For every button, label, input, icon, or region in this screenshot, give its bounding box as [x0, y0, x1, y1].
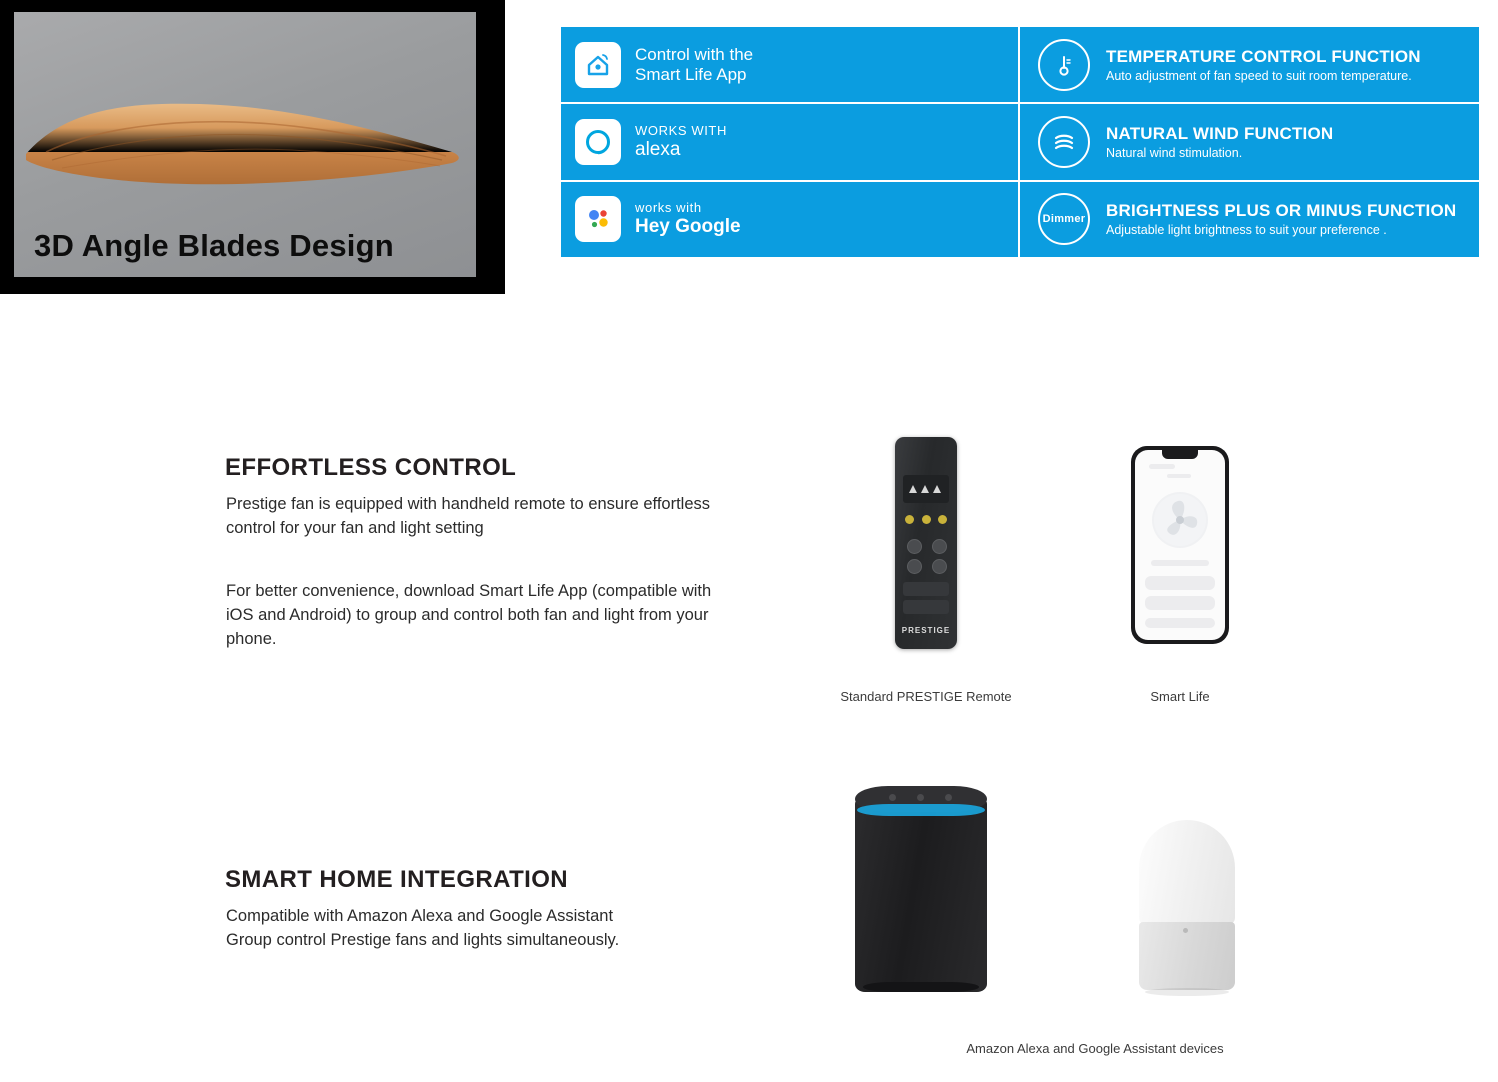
dimmer-icon: Dimmer — [1038, 193, 1090, 245]
banner-right-natural-wind — [1020, 104, 1479, 179]
alexa-line1: WORKS WITH — [635, 122, 727, 138]
remote-brand-label: PRESTIGE — [901, 626, 951, 635]
temperature-function-title: TEMPERATURE CONTROL FUNCTION — [1106, 46, 1421, 66]
google-home-top — [1139, 820, 1235, 924]
google-home-shadow — [1145, 988, 1229, 996]
hero-caption: 3D Angle Blades Design — [34, 228, 394, 263]
remote-button[interactable] — [907, 559, 922, 574]
google-home-indicator — [1183, 928, 1188, 933]
temperature-function-text — [1106, 47, 1421, 83]
smart-life-app-icon — [575, 42, 621, 88]
banner-left-smart-life — [561, 27, 1020, 102]
brightness-function-title: BRIGHTNESS PLUS OR MINUS FUNCTION — [1106, 201, 1457, 221]
smart-life-label — [635, 45, 753, 84]
echo-body — [855, 796, 987, 992]
phone-header-pill — [1149, 464, 1175, 469]
effortless-control-paragraph-2: For better convenience, download Smart Life App (compatible with iOS and Android) to group and control both fan and light from your phone. — [226, 582, 712, 648]
remote-caption: Standard PRESTIGE Remote — [840, 689, 1012, 704]
banner-left-alexa — [561, 104, 1020, 179]
banner-right-brightness — [1020, 182, 1479, 257]
phone-label-pill — [1151, 560, 1209, 566]
phone-notch — [1162, 450, 1198, 459]
alexa-line2: alexa — [635, 138, 681, 160]
echo-button[interactable] — [917, 794, 924, 801]
smart-home-devices-caption: Amazon Alexa and Google Assistant devices — [966, 1041, 1224, 1056]
thermometer-icon — [1038, 39, 1090, 91]
remote-light-bar[interactable] — [903, 600, 949, 614]
remote-indicator-row — [905, 515, 947, 524]
banner-right-temperature — [1020, 27, 1479, 102]
alexa-icon — [575, 119, 621, 165]
effortless-control-title: EFFORTLESS CONTROL — [225, 454, 517, 481]
remote-timer-bar[interactable] — [903, 582, 949, 596]
phone-screen — [1135, 450, 1225, 640]
echo-button[interactable] — [889, 794, 896, 801]
smart-life-line1: Control with the — [635, 45, 754, 65]
remote-chevron-icon — [909, 485, 917, 493]
prestige-remote-illustration — [895, 437, 957, 649]
natural-wind-function-title: NATURAL WIND FUNCTION — [1106, 123, 1334, 143]
smart-home-line-1: Compatible with Amazon Alexa and Google Assistant — [226, 907, 614, 925]
brightness-function-text — [1106, 201, 1456, 237]
natural-wind-function-subtitle: Natural wind stimulation. — [1106, 145, 1243, 160]
remote-indicator-dot — [922, 515, 931, 524]
natural-wind-function-text — [1106, 124, 1333, 160]
smart-life-phone-illustration — [1131, 446, 1229, 644]
google-assistant-icon — [575, 196, 621, 242]
remote-button[interactable] — [907, 539, 922, 554]
wooden-blade-illustration — [22, 90, 470, 194]
smart-life-caption: Smart Life — [1150, 689, 1210, 704]
feature-banner — [561, 27, 1479, 257]
phone-bottom-bar[interactable] — [1145, 618, 1215, 628]
wind-waves-icon — [1038, 116, 1090, 168]
banner-left-google — [561, 182, 1020, 257]
google-home-illustration — [1139, 820, 1235, 992]
remote-button[interactable] — [932, 559, 947, 574]
alexa-label — [635, 124, 727, 161]
echo-base — [863, 982, 979, 992]
smart-home-integration-title: SMART HOME INTEGRATION — [225, 866, 569, 893]
banner-row — [561, 27, 1479, 104]
remote-button[interactable] — [932, 539, 947, 554]
smart-home-line-2: Group control Prestige fans and lights simultaneously. — [226, 931, 620, 949]
brightness-function-subtitle: Adjustable light brightness to suit your preference . — [1106, 223, 1387, 238]
phone-toggle-row[interactable] — [1145, 596, 1215, 610]
remote-indicator-dot — [905, 515, 914, 524]
echo-light-ring — [857, 804, 985, 816]
remote-chevron-icon — [933, 485, 941, 493]
temperature-function-subtitle: Auto adjustment of fan speed to suit room temperature. — [1106, 68, 1412, 83]
remote-chevron-icon — [921, 485, 929, 493]
remote-indicator-dot — [938, 515, 947, 524]
phone-title-pill — [1167, 474, 1191, 478]
phone-fan-graphic — [1152, 492, 1208, 548]
google-line1: works with — [635, 199, 702, 215]
phone-slider-row[interactable] — [1145, 576, 1215, 590]
banner-row — [561, 104, 1479, 181]
banner-row — [561, 182, 1479, 257]
google-label — [635, 201, 741, 238]
amazon-echo-illustration — [855, 786, 987, 992]
effortless-control-paragraph-1: Prestige fan is equipped with handheld remote to ensure effortless control for your fan and light setting — [226, 495, 710, 537]
smart-life-line2: Smart Life App — [635, 64, 747, 84]
echo-button[interactable] — [945, 794, 952, 801]
google-line2: Hey Google — [635, 215, 741, 237]
hero-image-panel — [0, 0, 505, 294]
